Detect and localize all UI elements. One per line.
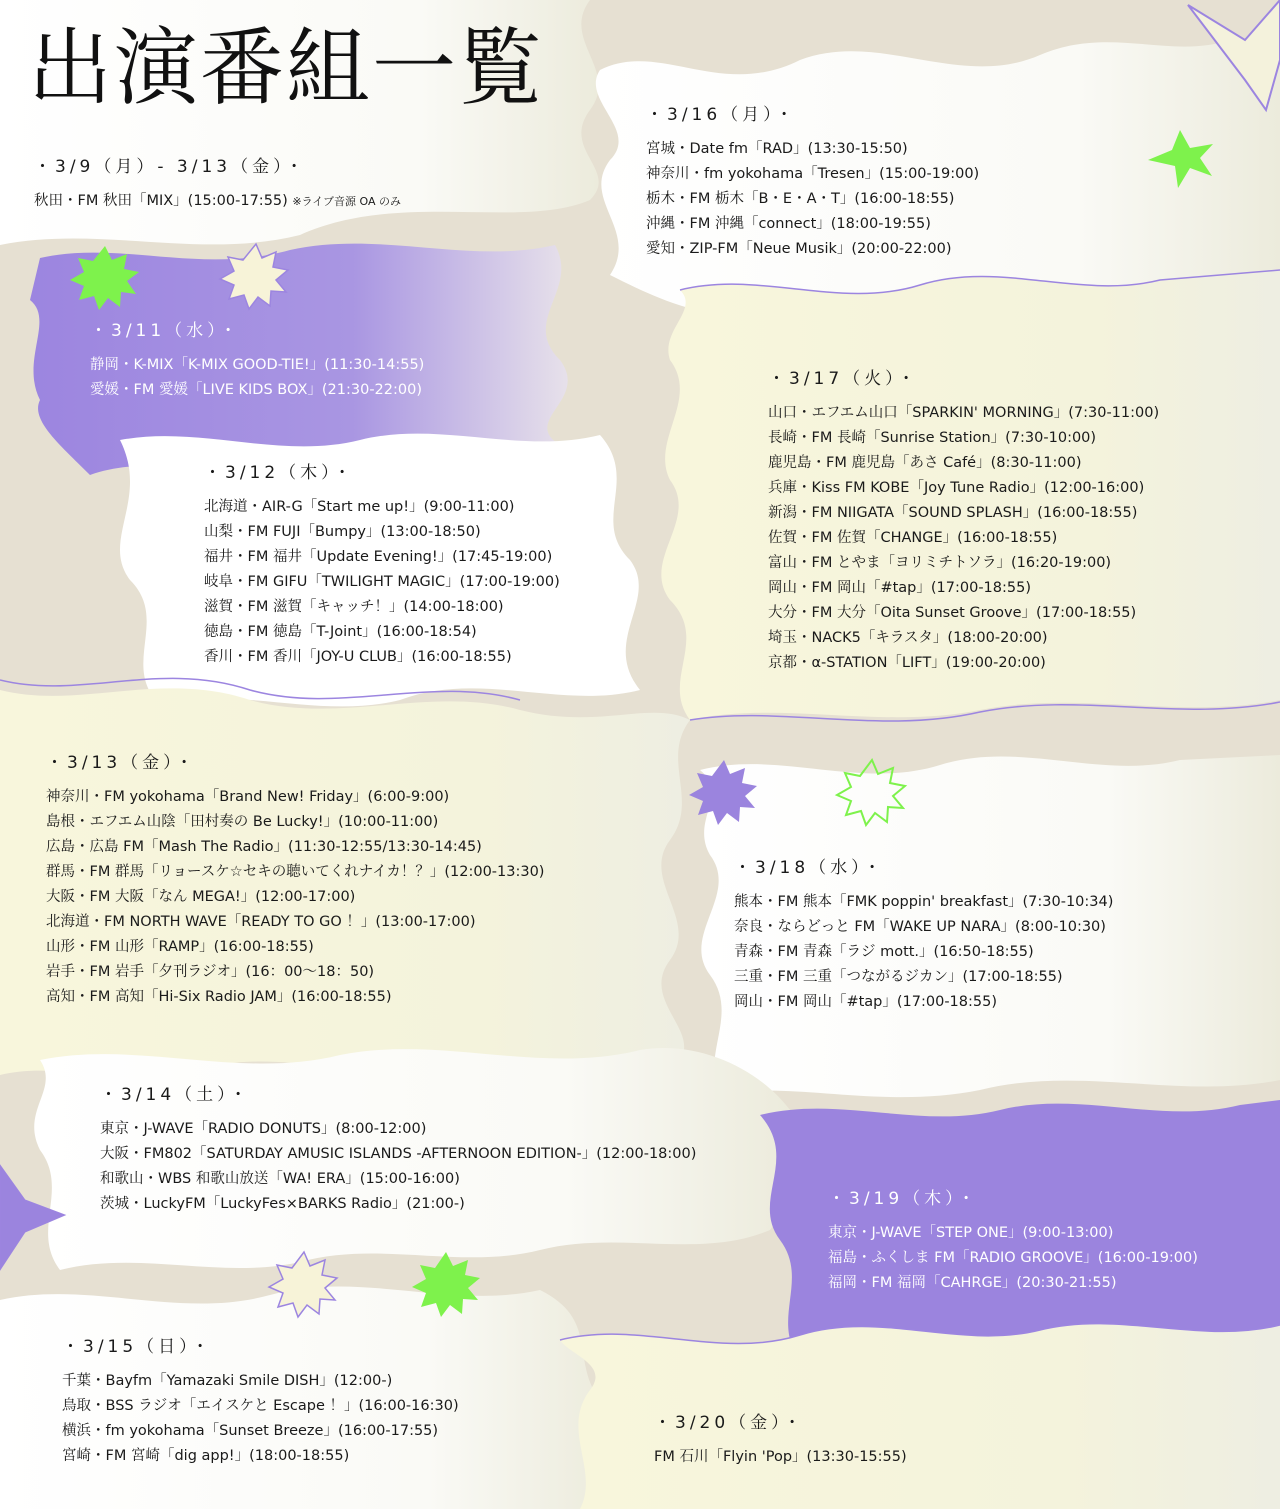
program-row: 大阪・FM802「SATURDAY AMUSIC ISLANDS -AFTERNOON EDITION-」(12:00-18:00) (100, 1146, 697, 1162)
program-row: 愛媛・FM 愛媛「LIVE KIDS BOX」(21:30-22:00) (90, 382, 422, 398)
schedule-block-0320 (654, 1408, 907, 1470)
program-row: 三重・FM 三重「つながるジカン」(17:00-18:55) (734, 969, 1063, 985)
program-note: ※ライブ音源 OA のみ (292, 195, 401, 208)
program-row: 東京・J-WAVE「RADIO DONUTS」(8:00-12:00) (100, 1121, 427, 1137)
program-row: 和歌山・WBS 和歌山放送「WA! ERA」(15:00-16:00) (100, 1171, 460, 1187)
page-title: 出演番組一覧 (28, 19, 545, 117)
program-row: 大分・FM 大分「Oita Sunset Groove」(17:00-18:55) (768, 605, 1137, 621)
program-row: 福井・FM 福井「Update Evening!」(17:45-19:00) (204, 549, 553, 565)
schedule-date-heading: ・3/14（土）・ (100, 1085, 251, 1105)
schedule-block-0313 (46, 748, 544, 1010)
program-row: 島根・エフエム山陰「田村奏の Be Lucky!」(10:00-11:00) (46, 814, 439, 830)
program-row: 神奈川・fm yokohama「Tresen」(15:00-19:00) (646, 166, 980, 182)
schedule-date-heading: ・3/16（月）・ (646, 105, 797, 125)
program-row: 秋田・FM 秋田「MIX」(15:00-17:55) ※ライブ音源 OA のみ (34, 193, 401, 209)
program-row: 千葉・Bayfm「Yamazaki Smile DISH」(12:00-) (62, 1373, 393, 1389)
schedule-date-heading: ・3/18（水）・ (734, 858, 885, 878)
program-row: 富山・FM とやま「ヨリミチトソラ」(16:20-19:00) (768, 555, 1112, 571)
program-row: 長崎・FM 長崎「Sunrise Station」(7:30-10:00) (768, 430, 1097, 446)
program-row: 岩手・FM 岩手「夕刊ラジオ」(16：00〜18：50) (46, 964, 375, 980)
program-row: 愛知・ZIP-FM「Neue Musik」(20:00-22:00) (646, 241, 952, 257)
program-row: 埼玉・NACK5「キラスタ」(18:00-20:00) (768, 630, 1048, 646)
program-row: 宮城・Date fm「RAD」(13:30-15:50) (646, 141, 908, 157)
program-row: 徳島・FM 徳島「T-Joint」(16:00-18:54) (204, 624, 477, 640)
program-row: FM 石川「Flyin 'Pop」(13:30-15:55) (654, 1449, 907, 1465)
program-row: 沖縄・FM 沖縄「connect」(18:00-19:55) (646, 216, 931, 232)
program-row: 奈良・ならどっと FM「WAKE UP NARA」(8:00-10:30) (734, 919, 1106, 935)
program-row: 北海道・AIR-G「Start me up!」(9:00-11:00) (204, 499, 515, 515)
schedule-date-heading: ・3/17（火）・ (768, 369, 919, 389)
program-row: 北海道・FM NORTH WAVE「READY TO GO ！」(13:00-17:00) (46, 914, 476, 930)
program-row: 宮崎・FM 宮崎「dig app!」(18:00-18:55) (62, 1448, 350, 1464)
program-row: 群馬・FM 群馬「リョースケ☆セキの聴いてくれナイカ！？」(12:00-13:30) (46, 864, 545, 880)
program-row: 横浜・fm yokohama「Sunset Breeze」(16:00-17:55) (62, 1423, 439, 1439)
schedule-date-heading: ・3/19（木）・ (828, 1189, 979, 1209)
program-row: 鳥取・BSS ラジオ「エイスケと Escape ！」(16:00-16:30) (62, 1398, 459, 1414)
program-row: 神奈川・FM yokohama「Brand New! Friday」(6:00-9:00) (46, 789, 450, 805)
program-row: 山口・エフエム山口「SPARKIN' MORNING」(7:30-11:00) (768, 405, 1160, 421)
program-row: 岡山・FM 岡山「#tap」(17:00-18:55) (734, 994, 998, 1010)
program-row: 東京・J-WAVE「STEP ONE」(9:00-13:00) (828, 1225, 1114, 1241)
schedule-date-heading: ・3/9（月）- 3/13（金）・ (34, 157, 307, 177)
schedule-block-0309-0313 (34, 152, 401, 214)
program-row: 京都・α-STATION「LIFT」(19:00-20:00) (768, 655, 1046, 671)
program-row: 山形・FM 山形「RAMP」(16:00-18:55) (46, 939, 314, 955)
program-row: 熊本・FM 熊本「FMK poppin' breakfast」(7:30-10:34) (734, 894, 1114, 910)
schedule-block-0316 (646, 100, 979, 262)
program-row: 山梨・FM FUJI「Bumpy」(13:00-18:50) (204, 524, 481, 540)
schedule-block-0318 (734, 853, 1113, 1015)
program-row: 大阪・FM 大阪「なん MEGA!」(12:00-17:00) (46, 889, 356, 905)
schedule-date-heading: ・3/15（日）・ (62, 1337, 213, 1357)
program-row: 岡山・FM 岡山「#tap」(17:00-18:55) (768, 580, 1032, 596)
program-row: 兵庫・Kiss FM KOBE「Joy Tune Radio」(12:00-16:00) (768, 480, 1145, 496)
program-row: 岐阜・FM GIFU「TWILIGHT MAGIC」(17:00-19:00) (204, 574, 560, 590)
schedule-block-0312 (204, 458, 560, 670)
program-row: 佐賀・FM 佐賀「CHANGE」(16:00-18:55) (768, 530, 1058, 546)
program-row: 福島・ふくしま FM「RADIO GROOVE」(16:00-19:00) (828, 1250, 1198, 1266)
program-row: 香川・FM 香川「JOY-U CLUB」(16:00-18:55) (204, 649, 512, 665)
schedule-date-heading: ・3/20（金）・ (654, 1413, 805, 1433)
schedule-block-0319 (828, 1184, 1198, 1296)
program-row: 高知・FM 高知「Hi-Six Radio JAM」(16:00-18:55) (46, 989, 392, 1005)
program-row: 滋賀・FM 滋賀「キャッチ！」(14:00-18:00) (204, 599, 504, 615)
schedule-date-heading: ・3/11（水）・ (90, 321, 241, 341)
program-row: 青森・FM 青森「ラジ mott.」(16:50-18:55) (734, 944, 1034, 960)
schedule-block-0317 (768, 364, 1159, 676)
program-row: 栃木・FM 栃木「B・E・A・T」(16:00-18:55) (646, 191, 955, 207)
schedule-date-heading: ・3/12（木）・ (204, 463, 355, 483)
schedule-block-0315 (62, 1332, 459, 1469)
program-row: 鹿児島・FM 鹿児島「あさ Café」(8:30-11:00) (768, 455, 1082, 471)
schedule-block-0314 (100, 1080, 696, 1217)
schedule-date-heading: ・3/13（金）・ (46, 753, 197, 773)
program-row: 新潟・FM NIIGATA「SOUND SPLASH」(16:00-18:55) (768, 505, 1138, 521)
schedule-block-0311 (90, 316, 424, 403)
program-row: 静岡・K-MIX「K-MIX GOOD-TIE!」(11:30-14:55) (90, 357, 425, 373)
program-row: 福岡・FM 福岡「CAHRGE」(20:30-21:55) (828, 1275, 1117, 1291)
program-row: 広島・広島 FM「Mash The Radio」(11:30-12:55/13:30-14:45) (46, 839, 482, 855)
program-row: 茨城・LuckyFM「LuckyFes×BARKS Radio」(21:00-) (100, 1196, 465, 1212)
